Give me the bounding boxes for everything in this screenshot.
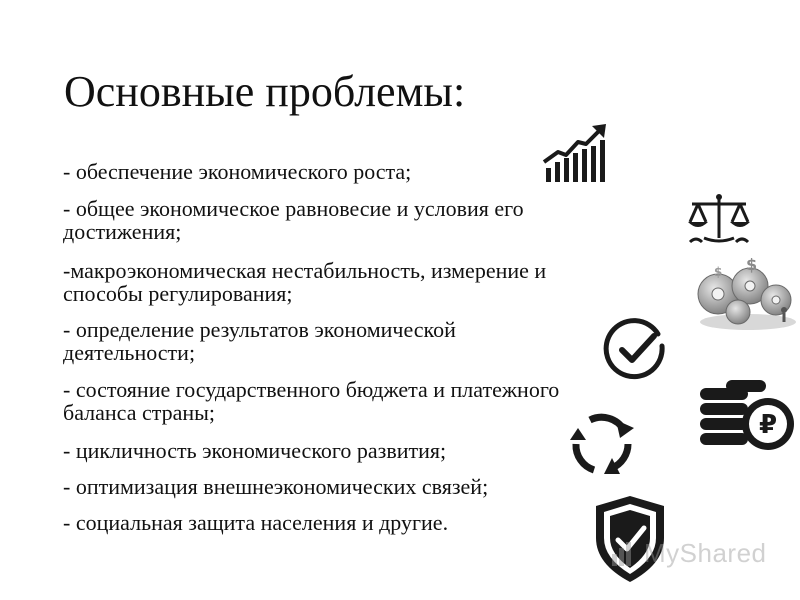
list-item	[63, 160, 411, 183]
watermark-text: MyShared	[644, 538, 767, 568]
list-item-line: способы регулирования;	[63, 281, 293, 306]
list-item-line: баланса страны;	[63, 400, 216, 425]
list-item-line: достижения;	[63, 219, 182, 244]
svg-text:$: $	[746, 255, 758, 274]
list-item	[63, 511, 448, 534]
list-item	[63, 318, 456, 364]
list-item	[63, 475, 488, 498]
list-item	[63, 197, 524, 243]
slide-title: Основные проблемы:	[64, 67, 466, 116]
svg-text:₽: ₽	[758, 410, 778, 440]
list-item	[63, 378, 559, 424]
growth-chart-icon	[540, 122, 610, 184]
svg-text:$: $	[714, 265, 723, 279]
list-item-line: - состояние государственного бюджета и платежного	[63, 377, 560, 402]
watermark	[610, 536, 770, 570]
gears-money-icon	[688, 250, 798, 335]
list-item-line: - социальная защита населения и другие.	[63, 510, 449, 535]
list-item-line: - обеспечение экономического роста;	[63, 159, 412, 184]
list-item-line: - определение результатов экономической	[63, 317, 456, 342]
cycle-arrows-icon	[568, 410, 636, 478]
list-item-line: - общее экономическое равновесие и условия его	[63, 196, 524, 221]
checkmark-icon	[602, 316, 670, 384]
list-item	[63, 439, 446, 462]
list-item-line: - цикличность экономического развития;	[63, 438, 447, 463]
scales-icon	[684, 192, 754, 248]
list-item-line: - оптимизация внешнеэкономических связей;	[63, 474, 489, 499]
list-item	[63, 259, 546, 305]
coins-ruble-icon	[696, 378, 796, 454]
watermark-logo-icon	[610, 538, 640, 568]
list-item-line: деятельности;	[63, 340, 196, 365]
list-item-line: -макроэкономическая нестабильность, измерение и	[63, 258, 547, 283]
